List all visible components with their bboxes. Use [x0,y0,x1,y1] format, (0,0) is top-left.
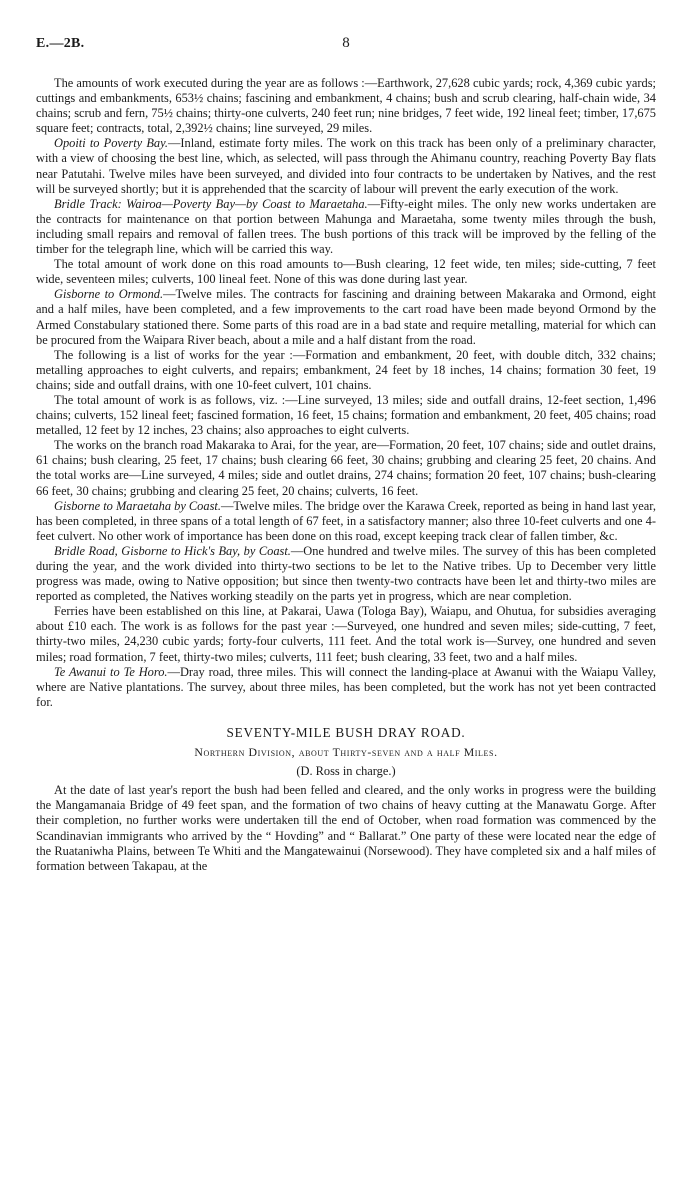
paragraph-works-list: The following is a list of works for the year :—Formation and embankment, 20 feet, with double ditch, 332 chains; metalling approaches to eight culverts, and repairs; embankment, 24 feet by 18 inches, 14 chains; formation 30 feet, 19 chains; side and outfall drains, with one 10-feet culvert, 101 chains. [36,347,656,392]
section-in-charge: (D. Ross in charge.) [296,764,396,779]
paragraph-makaraka-arai: The works on the branch road Makaraka to Arai, for the year, are—Formation, 20 feet, 107 chains; side and outlet drains, 61 chains; bush clearing, 25 feet, 17 chains; bush clearing 66 feet, 30 chains; grubbing and clearing 25 feet, 20 chains. And the total works are—Line surveyed, 4 miles; side and outlet drains, 274 chains; formation 20 feet, 107 chains; bush-clearing 66 feet, 30 chains; grubbing and clearing 25 feet, 20 chains; culverts, 16 feet. [36,438,656,498]
paragraph-te-awanui-te-horo: Te Awanui to Te Horo.—Dray road, three miles. This will connect the landing-place at Awanui with the Waiapu Valley, where are Native plantations. The survey, about three miles, has been completed, but the work has not yet been contracted for. [36,664,656,709]
section-heading: SEVENTY-MILE BUSH DRAY ROAD. [226,724,466,740]
paragraph-seventy-mile-bush: At the date of last year's report the bush had been felled and cleared, and the only works in progress were the building the Mangamanaia Bridge of 49 feet span, and the formation of two chains of heavy cutting at the Manawatu Gorge. After their completion, no further works were undertaken till the end of October, when road formation was commenced by the Scandinavian immigrants who arrived by the “ Hovding” and “ Ballarat.” One party of these were located near the edge of the Ruataniwha Plains, between Te Whiti and the Mangatewainui (Norsewood). They have completed six and a half miles of formation between Takapau, at the [36,783,656,873]
paragraph-bridle-road-hicks-bay: Bridle Road, Gisborne to Hick's Bay, by Coast.—One hundred and twelve miles. The survey of this has been completed during the year, and the work divided into thirty-two sections to be let to the Native tribes. Up to December very little progress was made, owing to Native opposition; but since then twenty-two contracts have been let and thirty-two miles are reported as completed, the Natives working steadily on the parts yet in progress, which are near completion. [36,543,656,604]
section-subheading: Northern Division, about Thirty-seven and a half Miles. [194,745,498,760]
page-header [36,36,656,60]
paragraph-gisborne-ormond: Gisborne to Ormond.—Twelve miles. The contracts for fascining and draining between Makaraka and Ormond, eight and a half miles, have been completed, and a few improvements to the cart road have been made beyond Ormond by the Armed Constabulary stationed there. Some parts of this road are in a bad state and require metalling, material for which can be procured from the Waipara River beach, about a mile and a half distant from the road. [36,287,656,347]
paragraph-opoiti-poverty-bay: Opoiti to Poverty Bay.—Inland, estimate forty miles. The work on this track has been only of a preliminary character, with a view of choosing the best line, which, as selected, will pass through the Ahimanu country, reaching Poverty Bay flats near Patutahi. Twelve miles have been surveyed, and divided into four contracts to be undertaken by Natives, and the rest will be surveyed shortly; but it is apprehended that the scarcity of labour will prevent the early execution of the work. [36,136,656,196]
paragraph-bridle-track-wairoa: Bridle Track: Wairoa—Poverty Bay—by Coast to Maraetaha.—Fifty-eight miles. The only new works undertaken are the contracts for maintenance on that portion between Mahunga and Maraetaha, some twenty miles through the bush, including small repairs and removal of fallen trees. The bush portions of this track will be improved by the felling of the timber for the telegraph line, which will be carried this way. [36,196,656,257]
document-body [36,76,656,874]
paragraph-total-work-road: The total amount of work done on this road amounts to—Bush clearing, 12 feet wide, ten miles; side-cutting, 7 feet wide, seventeen miles; culverts, 100 lineal feet. None of this was done during last year. [36,257,656,287]
paragraph-total-work-ormond: The total amount of work is as follows, viz. :—Line surveyed, 13 miles; side and outfall drains, 12-feet section, 1,496 chains; culverts, 152 lineal feet; fascined formation, 16 feet, 15 chains; formation and embankment, 20 feet, 405 chains; road metalled, 12 feet by 12 inches, 23 chains; also approaches to eight culverts. [36,392,656,438]
paragraph-gisborne-maraetaha: Gisborne to Maraetaha by Coast.—Twelve miles. The bridge over the Karawa Creek, reported as being in hand last year, has been completed, in three spans of a total length of 67 feet, in a satisfactory manner; also three 10-feet culverts and one 4-feet culvert. No other work of importance has been done on this road, except keeping track clear of fallen timber, &c. [36,498,656,543]
document-reference: E.—2B. [36,36,85,51]
paragraph-ferries: Ferries have been established on this line, at Pakarai, Uawa (Tologa Bay), Waiapu, and Ohutua, for subsidies averaging about £10 each. The work is as follows for the past year :—Surveyed, one hundred and seven miles; side-cutting, 7 feet, thirty-two miles, 24,230 cubic yards; forty-four culverts, 111 feet. And the total work is—Survey, one hundred and seven miles; road formation, 7 feet, thirty-two miles; culverts, 111 feet; bush clearing, 33 feet, two and a half miles. [36,604,656,664]
page-number: 8 [342,35,350,51]
paragraph-work-amounts: The amounts of work executed during the year are as follows :—Earthwork, 27,628 cubic yards; rock, 4,369 cubic yards; cuttings and embankments, 653½ chains; fascining and embankment, 4 chains; bush and scrub clearing, half-chain wide, 34 chains; scrub and fern, 75½ chains; thirty-one culverts, 240 feet run; nine bridges, 7 feet wide, 192 lineal feet; timber, 17,675 square feet; contracts, total, 2,392½ chains; line surveyed, 29 miles. [36,76,656,136]
